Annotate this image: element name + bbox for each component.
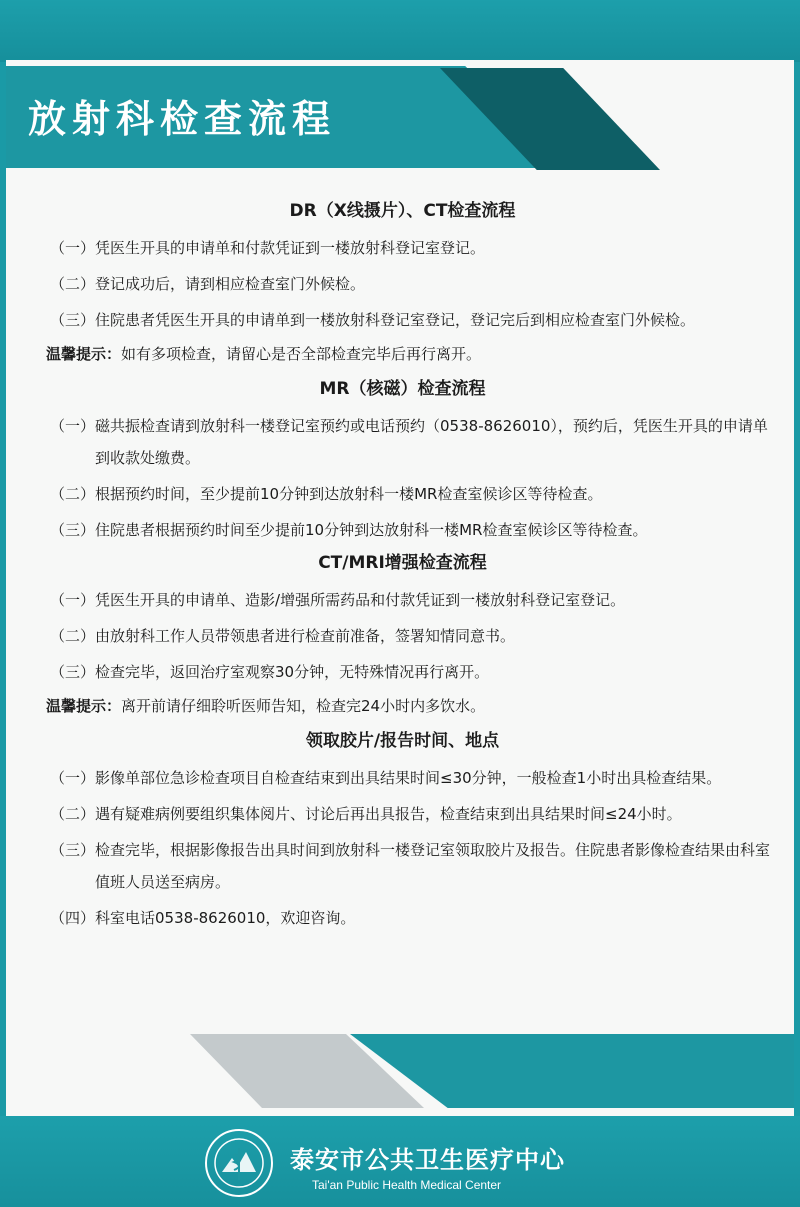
procedure-content xyxy=(30,200,775,938)
page-title: 放射科检查流程 xyxy=(28,97,337,141)
list-item: （二） 登记成功后，请到相应检查室门外候检。 xyxy=(50,275,366,293)
section-title: MR（核磁）检查流程 xyxy=(319,379,486,399)
section-dr-ct xyxy=(30,200,775,368)
organization-name-english: Tai'an Public Health Medical Center xyxy=(312,1178,502,1192)
list-item: （二） 遇有疑难病例要组织集体阅片、讨论后再出具报告，检查结束到出具结果时间≤24小时。 xyxy=(50,805,682,823)
list-item: （二） 由放射科工作人员带领患者进行检查前准备，签署知情同意书。 xyxy=(50,627,516,645)
list-item: （三） 检查完毕，返回治疗室观察30分钟，无特殊情况再行离开。 xyxy=(50,663,490,681)
section-title: CT/MRI增强检查流程 xyxy=(318,553,487,573)
warm-tip: 温馨提示：离开前请仔细聆听医师告知，检查完24小时内多饮水。 xyxy=(46,697,486,715)
organization-name: 泰安市公共卫生医疗中心 xyxy=(290,1146,565,1174)
section-ct-mri-enhanced xyxy=(30,552,775,720)
list-item: （三） 住院患者凭医生开具的申请单到一楼放射科登记室登记，登记完后到相应检查室门外候检。 xyxy=(50,311,696,329)
hospital-logo-icon xyxy=(204,1128,274,1198)
list-item: （一） 影像单部位急诊检查项目自检查结束到出具结果时间≤30分钟，一般检查1小时出具检查结果。 xyxy=(50,769,722,787)
list-item: （三） 住院患者根据预约时间至少提前10分钟到达放射科一楼MR检查室候诊区等待检查。 xyxy=(50,521,648,539)
section-title: DR（X线摄片）、CT检查流程 xyxy=(289,201,516,221)
section-title: 领取胶片/报告时间、地点 xyxy=(305,731,500,751)
list-item: （一） 凭医生开具的申请单、造影/增强所需药品和付款凭证到一楼放射科登记室登记。 xyxy=(50,591,626,609)
list-item: （一） 凭医生开具的申请单和付款凭证到一楼放射科登记室登记。 xyxy=(50,239,486,257)
list-item: （四） 科室电话0538-8626010，欢迎咨询。 xyxy=(50,909,356,927)
top-frame xyxy=(0,0,800,62)
list-item: （三） 检查完毕，根据影像报告出具时间到放射科一楼登记室领取胶片及报告。住院患者影像检查结果由科室值班人员送至病房。 xyxy=(50,841,771,891)
warm-tip: 温馨提示：如有多项检查，请留心是否全部检查完毕后再行离开。 xyxy=(46,345,482,363)
list-item: （二） 根据预约时间，至少提前10分钟到达放射科一楼MR检查室候诊区等待检查。 xyxy=(50,485,603,503)
list-item: （一） 磁共振检查请到放射科一楼登记室预约或电话预约（0538-8626010），预约后，凭医生开具的申请单到收款处缴费。 xyxy=(50,417,768,467)
section-film-report xyxy=(30,730,775,934)
section-mr xyxy=(30,378,775,546)
